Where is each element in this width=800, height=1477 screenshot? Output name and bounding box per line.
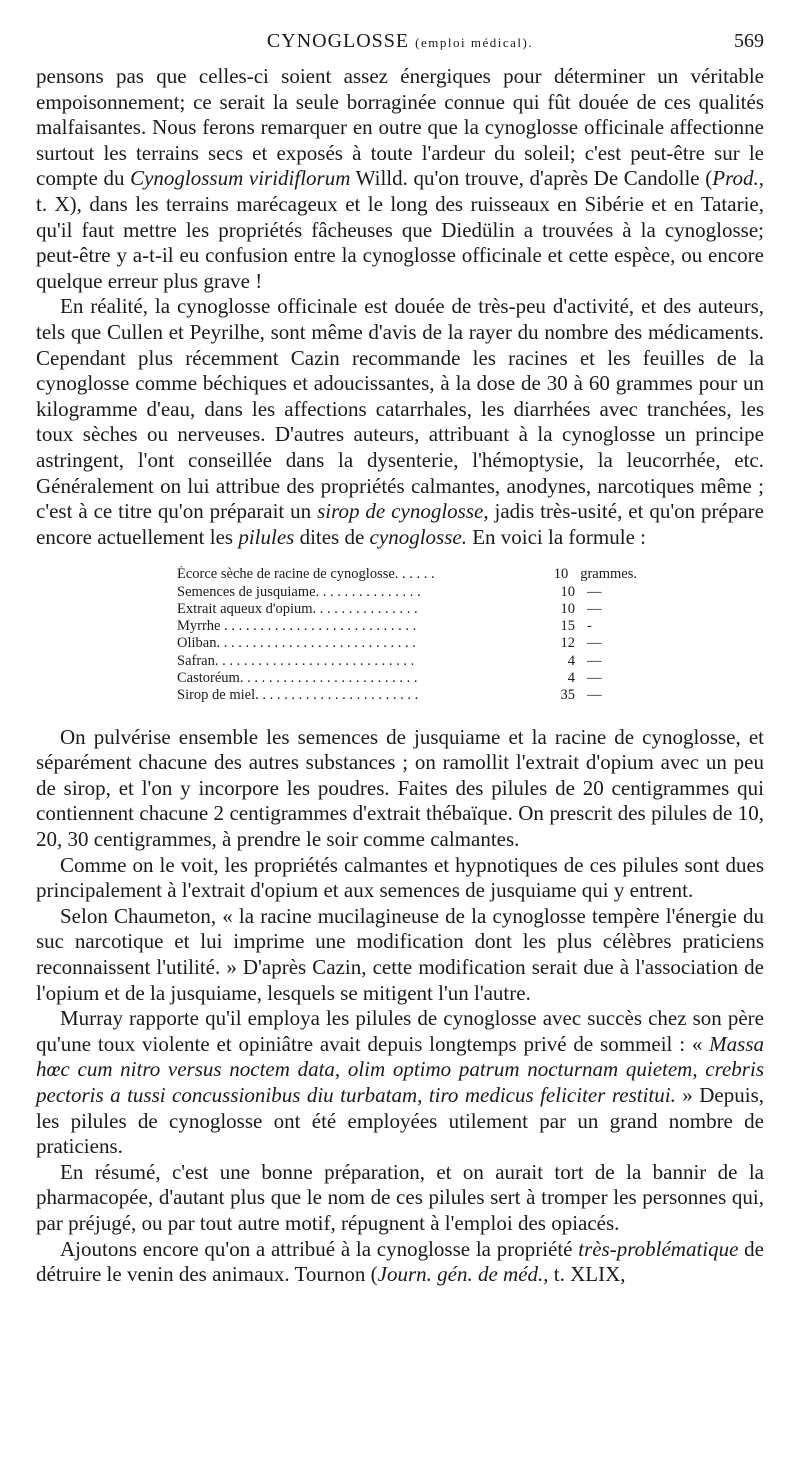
ingredient-unit: — — [587, 583, 602, 600]
paragraph — [36, 853, 764, 904]
text-run: pensons pas que celles-ci soient assez énergiques pour déterminer un véritable empoisonnement; ce serait la seule borraginée connue qui fût douée de ces qualités malfaisantes. Nous ferons remarquer en outre que la cynoglosse officinale affectionne surtout les terrains secs et exposés à toute l'ardeur du soleil; c'est peut-être sur le compte du — [36, 64, 764, 191]
paragraph — [36, 294, 764, 550]
text-run: Comme on le voit, les propriétés calmantes et hypnotiques de ces pilules sont dues principalement à l'extrait d'opium et aux semences de jusquiame qui y entrent. — [36, 852, 764, 903]
italic-text: cynoglosse. — [369, 524, 467, 549]
italic-text: Cynoglossum viridiflorum — [130, 166, 351, 191]
running-title — [36, 30, 764, 53]
formula-row — [177, 670, 637, 687]
italic-text: sirop de cynoglosse — [317, 499, 484, 524]
text-run: On pulvérise ensemble les semences de jusquiame et la racine de cynoglosse, et séparément chacune des autres substances ; on ramollit l'extrait d'opium avec un peu de sirop, et l'on y incorpore les poudres. Faites des pilules de 20 centigrammes qui contiennent chacune 2 centigrammes d'extrait thébaïque. On prescrit des pilules de 10, 20, 30 centigrammes, à prendre le soir comme calmantes. — [36, 724, 764, 852]
text-run: » Depuis, les pilules de cynoglosse ont été employées utilement par un grand nombre de praticiens. — [36, 1082, 764, 1159]
paragraph — [36, 1237, 764, 1288]
ingredient-name: Écorce sèche de racine de cynoglosse. . . . . . — [177, 566, 435, 583]
ingredient-quantity: 12 — [560, 635, 575, 652]
ingredient-name: Castoréum. . . . . . . . . . . . . . . . . . . . . . . . . — [177, 670, 418, 687]
ingredient-quantity: 10 — [553, 566, 569, 583]
formula-row — [177, 687, 637, 704]
text-run: Murray rapporte qu'il employa les pilules de cynoglosse avec succès chez son père qu'une toux violente et opiniâtre avait depuis longtemps privé de sommeil : « — [36, 1006, 764, 1056]
text-run: Ajoutons encore qu'on a attribué à la cynoglosse la propriété — [60, 1236, 579, 1261]
formula-row — [177, 601, 637, 618]
body-text — [36, 64, 764, 1288]
ingredient-quantity: 35 — [560, 687, 575, 704]
paragraph — [36, 64, 764, 294]
italic-text: Prod. — [712, 166, 759, 191]
paragraph — [36, 1160, 764, 1237]
text-run: , t. XLIX, — [543, 1262, 626, 1287]
formula-row — [177, 584, 637, 601]
page-header — [36, 30, 764, 60]
text-run: En voici la formule : — [466, 524, 646, 549]
ingredient-name: Sirop de miel. . . . . . . . . . . . . . . . . . . . . . . — [177, 687, 419, 704]
paragraph — [36, 904, 764, 1006]
italic-text: pilules — [238, 524, 295, 549]
formula-row — [177, 653, 637, 670]
ingredient-unit: — — [587, 600, 602, 617]
formula-table — [177, 566, 637, 704]
page-number: 569 — [734, 30, 764, 52]
formula-row — [177, 635, 637, 652]
ingredient-quantity: 15 — [560, 618, 575, 635]
italic-text: Journ. gén. de méd. — [377, 1262, 544, 1287]
text-run: Selon Chaumeton, « la racine mucilagineuse de la cynoglosse tempère l'énergie du suc narcotique et lui imprime une modification dont les plus célèbres praticiens reconnaissent l'utilité. » D'après Cazin, cette modification serait due à l'association de l'opium et de la jusquiame, lesquels se mitigent l'un l'autre. — [36, 903, 764, 1005]
paragraph — [36, 1006, 764, 1160]
ingredient-name: Oliban. . . . . . . . . . . . . . . . . . . . . . . . . . . . — [177, 635, 416, 652]
text-run: Willd. qu'on trouve, d'après De Candolle ( — [350, 166, 713, 191]
text-run: de détruire le venin des animaux. Tournon ( — [36, 1236, 764, 1287]
italic-text: Massa hœc cum nitro versus noctem data, olim optimo patrum nocturnam quietem, crebris pectoris a tussi concussionibus diu turbatam, tiro medicus feliciter restitui. — [36, 1031, 764, 1107]
ingredient-quantity: 10 — [560, 583, 575, 600]
formula-row — [177, 618, 637, 635]
italic-text: très-problématique — [578, 1236, 739, 1261]
ingredient-name: Semences de jusquiame. . . . . . . . . . . . . . . — [177, 583, 421, 600]
ingredient-name: Myrrhe . . . . . . . . . . . . . . . . . . . . . . . . . . . — [177, 618, 417, 635]
text-run: , t. X), dans les terrains marécageux et le long des ruisseaux en Sibérie et en Tatarie, qu'il faut mettre les propriétés fâcheuses que Diedülin a trouvées à la cynoglosse; peut-être y a-t-il eu confusion entre la cynoglosse officinale et cette espèce, ou encore quelque erreur plus grave ! — [36, 166, 764, 293]
ingredient-quantity: 4 — [567, 652, 575, 669]
text-run: En résumé, c'est une bonne préparation, et on aurait tort de la bannir de la pharmacopée, d'autant plus que le nom de ces pilules sert à tromper les personnes qui, par préjugé, ou par tout autre motif, répugnent à l'emploi des opiacés. — [36, 1159, 764, 1235]
ingredient-unit: - — [587, 618, 592, 635]
text-run: En réalité, la cynoglosse officinale est douée de très-peu d'activité, et des auteurs, tels que Cullen et Peyrilhe, sont même d'avis de la rayer du nombre des médicaments. Cependant plus récemment Cazin recommande les racines et les feuilles de la cynoglosse comme béchiques et adoucissantes, à la dose de 30 à 60 grammes pour un kilogramme d'eau, dans les affections catarrhales, les diarrhées avec tranchées, les toux sèches ou nerveuses. D'autres auteurs, attribuant à la cynoglosse un principe astringent, l'ont conseillée dans la dysenterie, l'hémoptysie, la leucorrhée, etc. Généralement on lui attribue des propriétés calmantes, anodynes, narcotiques même ; c'est à ce titre qu'on préparait un — [36, 294, 764, 524]
ingredient-unit: — — [587, 687, 602, 704]
ingredient-quantity: 10 — [560, 600, 575, 617]
paragraph — [36, 725, 764, 853]
ingredient-name: Extrait aqueux d'opium. . . . . . . . . . . . . . . — [177, 600, 418, 617]
ingredient-quantity: 4 — [567, 670, 575, 687]
text-run: , jadis très-usité, et qu'on prépare encore actuellement les — [36, 499, 764, 549]
running-title-main: CYNOGLOSSE — [266, 30, 410, 52]
ingredient-unit: — — [587, 635, 602, 652]
ingredient-name: Safran. . . . . . . . . . . . . . . . . . . . . . . . . . . . — [177, 652, 415, 669]
ingredient-unit: — — [587, 670, 602, 687]
ingredient-unit: grammes. — [580, 566, 637, 583]
running-title-sub: (emploi médical). — [415, 35, 534, 50]
ingredient-unit: — — [587, 652, 602, 669]
formula-row — [177, 566, 637, 583]
text-run: dites de — [294, 524, 370, 549]
